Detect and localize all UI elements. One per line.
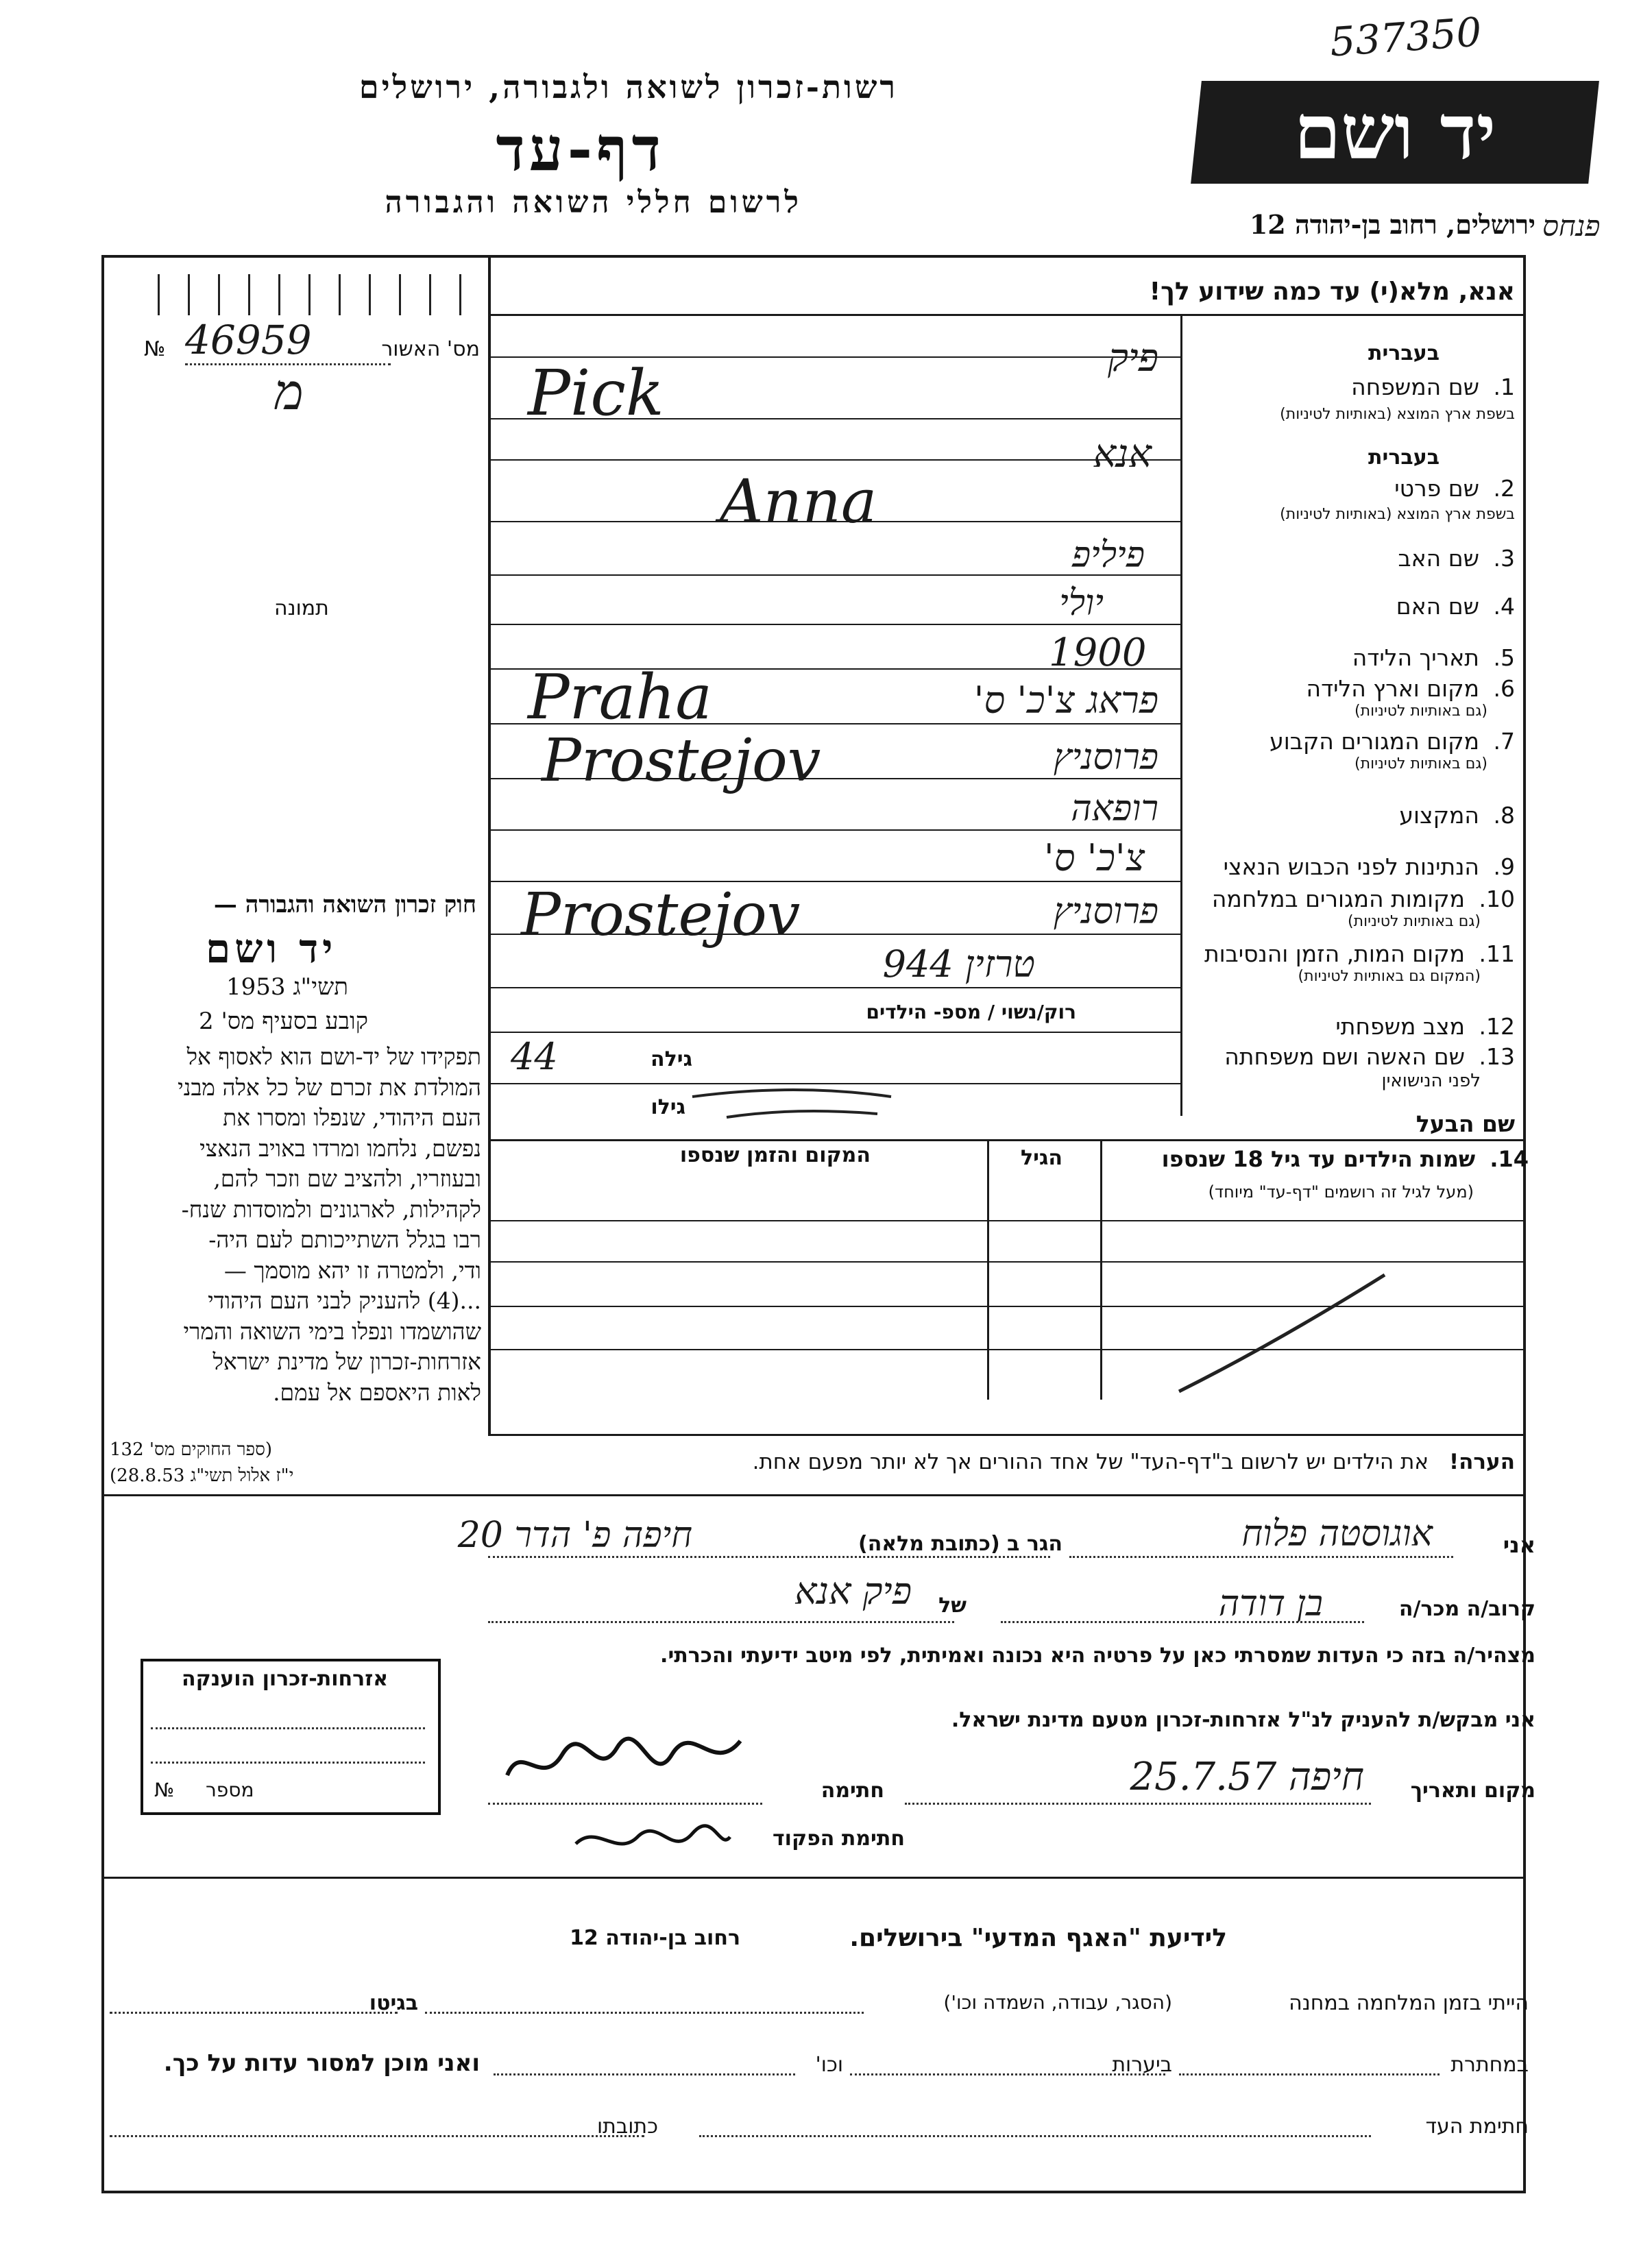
header-address: ירושלים, רחוב בן-יהודה 12 <box>1249 209 1535 240</box>
q10-value-hebrew: פרוסניץ <box>1053 891 1158 932</box>
officer-signature <box>569 1816 733 1864</box>
law-line: שהושמדו ונפלו בימי השואה והמרי <box>183 1317 481 1345</box>
children-col-1 <box>987 1139 989 1400</box>
approval-label: מס' האשור <box>381 337 480 361</box>
of-line <box>488 1621 954 1623</box>
q6-label <box>1307 675 1515 702</box>
logo-text: יד ושם <box>1293 88 1496 176</box>
frame-top <box>101 255 1526 258</box>
q12-label <box>1335 1013 1515 1040</box>
q7-text: מקום המגורים הקבוע <box>1270 728 1479 755</box>
of-value: פיק אנא <box>794 1570 912 1613</box>
footer-line1-c: בגיטו <box>369 1991 418 2015</box>
q4-value: יולי <box>1059 583 1104 624</box>
q5-number: 5. <box>1493 644 1515 671</box>
frame-bottom <box>101 2191 1526 2193</box>
approval-number: 46959 <box>185 317 312 363</box>
intro-text: אנא, מלא(י) עד כמה שידוע לך! <box>1149 278 1515 306</box>
law-line: לקהילות, לארגונים ולמוסדות שנח- <box>181 1195 481 1223</box>
q8-text: המקצוע <box>1399 802 1479 829</box>
law-ref-1: (ספר החוקים מס' 132 <box>110 1439 273 1460</box>
footer-line1-dots-a <box>425 2012 864 2014</box>
pen-stroke <box>685 1076 905 1131</box>
approval-symbol: № <box>144 337 166 361</box>
declarant-signature <box>500 1727 747 1803</box>
q2-value-hebrew: אנא <box>1093 432 1152 476</box>
law-name: יד ושם <box>206 925 337 972</box>
q4-label <box>1396 593 1515 620</box>
note-body: את הילדים יש לרשום ב"דף-העד" של אחד ההורים אך לא יותר מפעם אחת. <box>752 1450 1429 1474</box>
q7-value-latin: Prostejov <box>542 727 821 795</box>
approval-mark: מ <box>274 363 304 421</box>
footer-title: לידיעת "האגף המדעי" בירושלים. <box>849 1924 1227 1952</box>
authority-name: רשות-זכרון לשואה ולגבורה, ירושלים <box>359 69 898 106</box>
q6-text: מקום וארץ הלידה <box>1306 675 1479 702</box>
q14-label <box>1162 1146 1529 1172</box>
q8-value: רופאה <box>1071 788 1158 829</box>
q10-label <box>1212 886 1515 912</box>
law-line: ובעוזריו, ולהציב שם וזכר להם, <box>213 1165 481 1192</box>
footer-line2-c: וכו' <box>815 2053 843 2077</box>
certificate-number-label: מספר <box>206 1779 254 1801</box>
footer-address: רחוב בן-יהודה 12 <box>570 1926 740 1950</box>
certificate-title: אזרחות-זכרון הוענקה <box>182 1667 389 1691</box>
q12-number: 12. <box>1479 1013 1515 1040</box>
q14-text: שמות הילדים עד גיל 18 שנספו <box>1161 1146 1476 1172</box>
law-line: ...(4) להעניק לבני העם היהודי <box>208 1287 481 1314</box>
q1-label <box>1351 374 1515 400</box>
q12-text: מצב משפחתי <box>1335 1013 1465 1040</box>
resident-value: חיפה פ' הדר 20 <box>457 1515 692 1556</box>
address-note: פנחס <box>1542 209 1601 243</box>
q9-number: 9. <box>1493 853 1515 880</box>
relative-label: קרוב/ה מכר/ה <box>1398 1597 1535 1621</box>
footer-line1-a: הייתי בזמן המלחמה במחנה <box>1289 1991 1529 2015</box>
q11-number: 11. <box>1479 940 1515 967</box>
law-text <box>104 1042 481 1408</box>
yad-vashem-logo <box>1191 81 1599 184</box>
place-date-label: מקום ותאריך <box>1410 1779 1535 1803</box>
answer-line <box>488 829 1180 831</box>
declare-text: מצהיר/ה בזה כי העדות שמסרתי כאן על פרטיה היא נכונה ואמיתית, לפי מיטב ידיעתי והכרתי. <box>660 1644 1535 1668</box>
footer-top <box>101 1877 1526 1879</box>
q1-value-latin: Pick <box>528 356 664 430</box>
answer-line <box>488 624 1180 625</box>
approval-ticks <box>158 274 487 315</box>
photo-label: תמונה <box>274 596 329 620</box>
q2-number: 2. <box>1493 475 1515 502</box>
q13-sub: לפני הנישואין <box>1381 1071 1481 1091</box>
label-col-divider <box>1180 314 1182 1116</box>
q9-value: צ'כ' ס' <box>1043 836 1145 879</box>
certificate-number-symbol: № <box>154 1779 175 1801</box>
q1-number: 1. <box>1493 374 1515 400</box>
children-top <box>488 1139 1525 1141</box>
q10-text: מקומות המגורים במלחמה <box>1211 886 1465 912</box>
q5-value: 1900 <box>1049 631 1147 675</box>
q1-text: שם המשפחה <box>1351 374 1479 400</box>
archive-number: 537350 <box>1328 8 1483 66</box>
q1-sub: בשפת ארץ המוצא (באותיות לטיניות) <box>1280 406 1515 423</box>
q13-text: שם האשה ושם משפחתה <box>1224 1043 1465 1070</box>
officer-label: חתימת הפקוד <box>773 1827 905 1851</box>
q6-sub: (גם באותיות לטיניות) <box>1355 703 1487 720</box>
declarant-i-label: אני <box>1503 1532 1535 1558</box>
q4-number: 4. <box>1493 593 1515 620</box>
children-col-2 <box>1100 1139 1102 1400</box>
footer-line3-dots-b <box>110 2135 644 2137</box>
q1-hebrew-tag: בעברית <box>1368 341 1440 365</box>
resident-line <box>488 1556 1050 1558</box>
q14-sub: (מעל לגיל זה רושמים "דף-עד" מיוחד) <box>1208 1182 1474 1202</box>
signature-label: חתימה <box>821 1779 884 1803</box>
q10-sub: (גם באותיות לטיניות) <box>1348 913 1481 930</box>
q3-value: פיליפ <box>1071 535 1145 576</box>
law-line: אזרחות-זכרון של מדינת ישראל <box>212 1348 481 1375</box>
place-date-value: חיפה 25.7.57 <box>1130 1755 1364 1799</box>
q7-number: 7. <box>1493 728 1515 755</box>
footer-line3-a: חתימת העד <box>1425 2115 1529 2139</box>
declarant-name: אוגוסטה פלוח <box>1241 1513 1433 1555</box>
q2-value-latin: Anna <box>720 466 877 537</box>
q13-age-label: גילה <box>651 1047 692 1071</box>
q8-number: 8. <box>1493 802 1515 829</box>
footer-line2-a: במחתרת <box>1450 2053 1529 2077</box>
law-line: רבו בגלל השתייכותם לעם היה- <box>208 1226 481 1253</box>
footer-line2-dots-c <box>494 2073 795 2075</box>
q2-hebrew-tag: בעברית <box>1368 446 1440 470</box>
children-row-1 <box>488 1220 1525 1221</box>
signature-line <box>488 1803 762 1805</box>
note-text <box>753 1450 1515 1474</box>
law-line: ודי, ולמטרה זו יהא מוסמך — <box>223 1256 481 1284</box>
declarant-name-line <box>1069 1556 1453 1558</box>
footer-line2-b: ביערות <box>1112 2053 1172 2077</box>
footer-line2-dots-b <box>850 2073 1165 2075</box>
footer-line3-b: כתובתו <box>597 2115 658 2139</box>
footer-line2-dots-a <box>1179 2073 1440 2075</box>
certificate-dots-2 <box>151 1762 425 1764</box>
husband-age-label: גילו <box>651 1095 685 1119</box>
answer-line <box>488 987 1180 988</box>
q12-options: רוק/נשוי / מספ- הילדים <box>866 1001 1076 1023</box>
q2-label <box>1394 475 1515 502</box>
q1-value-hebrew: פיק <box>1108 336 1158 380</box>
request-text: אני מבקש/ת להעניק לנ"ל אזרחות-זכרון מטעם מדינת ישראל. <box>951 1708 1535 1732</box>
pen-stroke <box>1165 1261 1398 1398</box>
law-line: לאות היאספם אל עמם. <box>273 1378 481 1406</box>
answer-line <box>488 1032 1180 1033</box>
q5-text: תאריך הלידה <box>1352 644 1479 671</box>
q6-value-latin: Praha <box>528 661 712 733</box>
q6-value-hebrew: פראג צ'כ' ס' <box>973 679 1158 722</box>
answer-line <box>488 459 1180 461</box>
col-place-header: המקום והזמן שנספו <box>679 1143 871 1167</box>
note-label: הערה! <box>1448 1450 1515 1474</box>
q7-value-hebrew: פרוסניץ <box>1053 737 1158 778</box>
of-label: של <box>938 1594 967 1618</box>
q3-text: שם האב <box>1398 545 1479 572</box>
q4-text: שם האם <box>1396 593 1479 620</box>
law-section: קובע בסעיף מס' 2 <box>199 1008 368 1035</box>
q5-label <box>1352 644 1515 671</box>
q13-label <box>1224 1043 1515 1070</box>
law-year: תשי"ג 1953 <box>226 973 348 1001</box>
q11-sub: (המקום גם באותיות לטיניות) <box>1298 968 1481 985</box>
left-col-divider <box>488 255 491 1434</box>
law-line: העם היהודי, שנפלו ומסרו את <box>223 1104 481 1131</box>
frame-right <box>1523 255 1526 2193</box>
q3-label <box>1398 545 1515 572</box>
footer-line2-d: ואני מוכן למסור עדות על כך. <box>163 2049 480 2077</box>
q3-number: 3. <box>1493 545 1515 572</box>
footer-line3-dots-a <box>699 2135 1371 2137</box>
law-line: המולדת את זכרם של כל אלה מבני <box>178 1073 481 1101</box>
place-date-line <box>905 1803 1371 1805</box>
q14-number: 14. <box>1490 1146 1529 1172</box>
footer-line1-b: (הסגר, עבודה, השמדה וכו') <box>943 1991 1172 2014</box>
q13-age-value: 44 <box>511 1035 558 1078</box>
q2-sub: בשפת ארץ המוצא (באותיות לטיניות) <box>1280 506 1515 523</box>
law-ref-2: י"ז אלול תשי"ג 28.8.53) <box>110 1465 294 1486</box>
husband-label: שם הבעל <box>1416 1110 1515 1137</box>
q13-number: 13. <box>1479 1043 1515 1070</box>
law-title: חוק זכרון השואה והגבורה — <box>213 891 476 918</box>
law-line: נפשם, נלחמו ומרדו באויב הנאצי <box>199 1134 481 1162</box>
q10-number: 10. <box>1479 886 1515 912</box>
law-line: תפקידו של יד-ושם הוא לאסוף אל <box>186 1043 481 1070</box>
q10-value-latin: Prostejov <box>521 881 801 949</box>
resident-label: הגר ב (כתובת מלאה) <box>858 1532 1062 1556</box>
q11-label <box>1204 940 1515 967</box>
note-top <box>488 1434 1525 1436</box>
footer-line1-dots-b <box>110 2012 398 2014</box>
form-title: דף-עד <box>496 113 665 184</box>
q2-text: שם פרטי <box>1394 475 1479 502</box>
q9-text: הנתינות לפני הכבוש הנאצי <box>1223 853 1479 880</box>
q11-value: טרזין 944 <box>882 942 1035 986</box>
q6-number: 6. <box>1493 675 1515 702</box>
form-subtitle: לרשום חללי השואה והגבורה <box>385 185 802 220</box>
q9-label <box>1224 853 1515 880</box>
q7-label <box>1270 728 1515 755</box>
q7-sub: (גם באותיות לטיניות) <box>1355 755 1487 772</box>
intro-divider <box>488 314 1525 316</box>
certificate-dots-1 <box>151 1727 425 1729</box>
q8-label <box>1399 802 1515 829</box>
note-bottom <box>101 1494 1526 1496</box>
col-age-header: הגיל <box>1021 1146 1062 1170</box>
q11-text: מקום המות, הזמן והנסיבות <box>1204 940 1465 967</box>
relative-value: בן דודה <box>1218 1583 1323 1624</box>
